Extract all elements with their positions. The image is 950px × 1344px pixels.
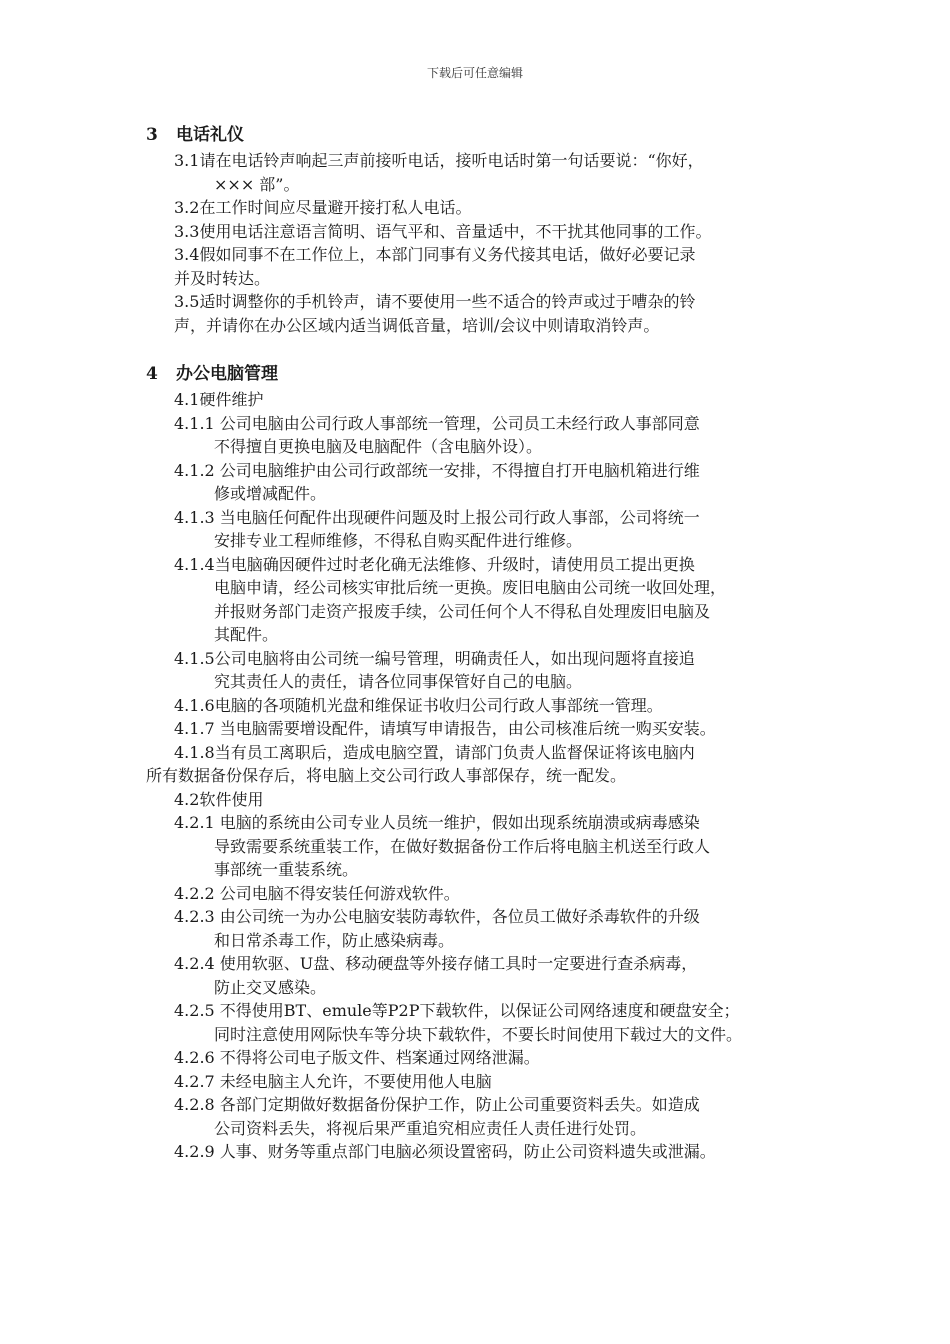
clause-line: 3.2在工作时间应尽量避开接打私人电话。 — [174, 198, 472, 217]
clause-line: 安排专业工程师维修，不得私自购买配件进行维修。 — [214, 531, 583, 550]
section-heading — [146, 122, 846, 149]
clause-paragraph — [146, 882, 846, 906]
clause-line: 3.1请在电话铃声响起三声前接听电话，接听电话时第一句话要说：“你好， — [174, 151, 704, 170]
clause-paragraph — [146, 1093, 846, 1140]
clause-line: 事部统一重装系统。 — [214, 860, 359, 879]
clause-line: 3.5适时调整你的手机铃声，请不要使用一些不适合的铃声或过于嘈杂的铃 — [174, 292, 696, 311]
clause-paragraph — [146, 388, 846, 412]
page-header: 下载后可任意编辑 — [426, 66, 523, 80]
clause-line: 4.1.8当有员工离职后，造成电脑空置，请部门负责人监督保证将该电脑内 — [174, 742, 695, 762]
clause-line: 3.3使用电话注意语言简明、语气平和、音量适中，不干扰其他同事的工作。 — [174, 221, 712, 241]
clause-paragraph — [146, 788, 846, 812]
clause-line: 4.2.7 未经电脑主人允许，不要使用他人电脑 — [174, 1071, 492, 1091]
clause-line: 究其责任人的责任，请各位同事保管好自己的电脑。 — [214, 672, 583, 691]
section-heading — [146, 361, 846, 388]
clause-paragraph — [146, 741, 846, 788]
clause-line: 4.1.3 当电脑任何配件出现硬件问题及时上报公司行政人事部，公司将统一 — [174, 507, 700, 527]
clause-line: 4.2软件使用 — [174, 789, 264, 809]
clause-paragraph — [146, 196, 846, 220]
clause-line: 防止交叉感染。 — [214, 977, 327, 997]
clause-line: 其配件。 — [214, 625, 279, 644]
clause-line: 4.2.6 不得将公司电子版文件、档案通过网络泄漏。 — [174, 1048, 540, 1067]
clause-line: 4.1.7 当电脑需要增设配件，请填写申请报告，由公司核准后统一购买安装。 — [174, 719, 716, 738]
clause-line: 4.2.1 电脑的系统由公司专业人员统一维护，假如出现系统崩溃或病毒感染 — [174, 813, 700, 832]
clause-line: ××× 部”。 — [214, 174, 300, 194]
clause-line: 电脑申请，经公司核实审批后统一更换。废旧电脑由公司统一收回处理， — [214, 578, 727, 597]
clause-line: 声，并请你在办公区域内适当调低音量，培训/会议中则请取消铃声。 — [174, 315, 660, 335]
document-body — [146, 122, 846, 1164]
clause-paragraph — [146, 1070, 846, 1094]
section-3 — [146, 122, 846, 337]
clause-paragraph — [146, 905, 846, 952]
clause-paragraph — [146, 220, 846, 244]
section-gap — [146, 337, 846, 361]
section-title: 办公电脑管理 — [176, 364, 278, 384]
clause-paragraph — [146, 1140, 846, 1164]
clause-line: 4.2.9 人事、财务等重点部门电脑必须设置密码，防止公司资料遗失或泄漏。 — [174, 1142, 716, 1161]
section-number: 4 — [146, 364, 158, 384]
clause-line: 和日常杀毒工作，防止感染病毒。 — [214, 930, 455, 950]
clause-line: 导致需要系统重装工作，在做好数据备份工作后将电脑主机送至行政人 — [214, 836, 711, 856]
clause-paragraph — [146, 149, 846, 196]
clause-line: 4.2.8 各部门定期做好数据备份保护工作，防止公司重要资料丢失。如造成 — [174, 1095, 700, 1114]
clause-line: 不得擅自更换电脑及电脑配件（含电脑外设）。 — [214, 437, 543, 456]
clause-line: 4.1硬件维护 — [174, 390, 264, 409]
clause-paragraph — [146, 717, 846, 741]
clause-line: 并报财务部门走资产报废手续，公司任何个人不得私自处理废旧电脑及 — [214, 601, 711, 621]
clause-paragraph — [146, 811, 846, 882]
clause-paragraph — [146, 952, 846, 999]
clause-line: 4.1.1 公司电脑由公司行政人事部统一管理，公司员工未经行政人事部同意 — [174, 413, 700, 433]
clause-paragraph — [146, 290, 846, 337]
clause-paragraph — [146, 647, 846, 694]
clause-line: 所有数据备份保存后，将电脑上交公司行政人事部保存，统一配发。 — [146, 766, 627, 785]
clause-line: 4.2.4 使用软驱、U盘、移动硬盘等外接存储工具时一定要进行查杀病毒， — [174, 954, 698, 973]
clause-paragraph — [146, 553, 846, 647]
clause-line: 4.1.5公司电脑将由公司统一编号管理，明确责任人，如出现问题将直接追 — [174, 648, 695, 668]
clause-line: 4.2.2 公司电脑不得安装任何游戏软件。 — [174, 883, 460, 903]
clause-line: 4.1.6电脑的各项随机光盘和维保证书收归公司行政人事部统一管理。 — [174, 695, 663, 715]
clause-paragraph — [146, 694, 846, 718]
clause-paragraph — [146, 412, 846, 459]
clause-line: 3.4假如同事不在工作位上，本部门同事有义务代接其电话，做好必要记录 — [174, 245, 696, 264]
section-title: 电话礼仪 — [176, 125, 244, 145]
clause-line: 修或增减配件。 — [214, 484, 327, 503]
clause-paragraph — [146, 459, 846, 506]
section-4-items — [146, 388, 846, 1164]
clause-paragraph — [146, 1046, 846, 1070]
clause-line: 4.1.4当电脑确因硬件过时老化确无法维修、升级时，请使用员工提出更换 — [174, 554, 695, 574]
clause-paragraph — [146, 999, 846, 1046]
clause-line: 4.2.5 不得使用BT、emule等P2P下载软件，以保证公司网络速度和硬盘安全； — [174, 1001, 740, 1020]
clause-paragraph — [146, 506, 846, 553]
section-4 — [146, 361, 846, 1164]
clause-line: 同时注意使用网际快车等分块下载软件，不要长时间使用下载过大的文件。 — [214, 1024, 743, 1044]
clause-paragraph — [146, 243, 846, 290]
section-3-items — [146, 149, 846, 337]
section-number: 3 — [146, 125, 158, 145]
clause-line: 并及时转达。 — [174, 268, 271, 288]
clause-line: 4.1.2 公司电脑维护由公司行政部统一安排，不得擅自打开电脑机箱进行维 — [174, 460, 700, 480]
clause-line: 4.2.3 由公司统一为办公电脑安装防毒软件，各位员工做好杀毒软件的升级 — [174, 907, 700, 926]
clause-line: 公司资料丢失，将视后果严重追究相应责任人责任进行处罚。 — [214, 1118, 647, 1138]
